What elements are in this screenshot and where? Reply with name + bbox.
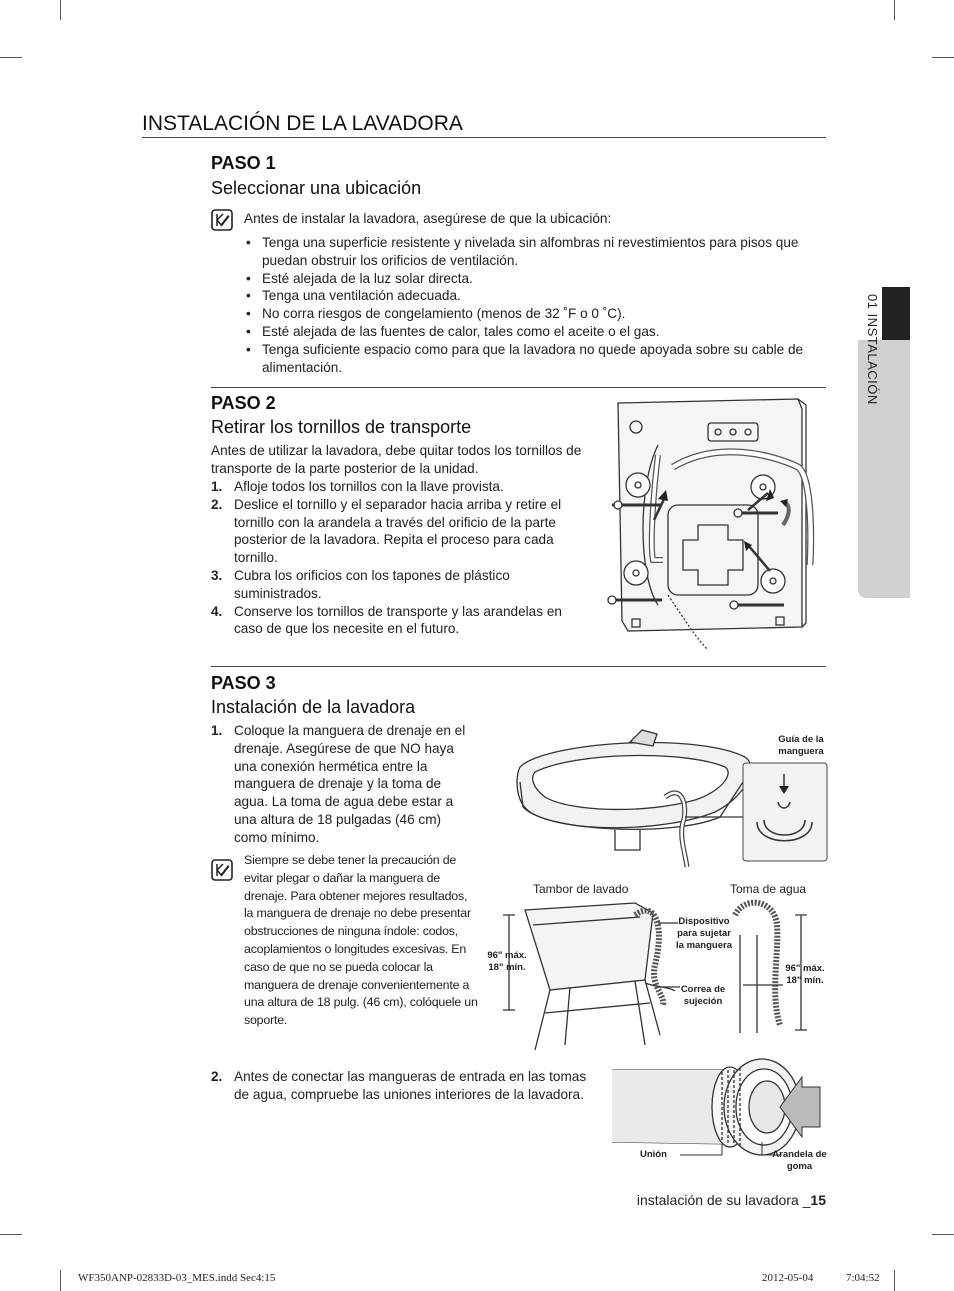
list-item: 2. Deslice el tornillo y el separador hacia arriba y retire el tornillo con la arandela a través del orificio de la parte posterior de la lavadora. Repita el proceso para cada tornillo. [211, 496, 562, 566]
crop-mark [932, 1234, 954, 1235]
label-union: Unión [640, 1149, 667, 1160]
step3-heading: PASO 3 [211, 673, 276, 693]
step2-list [211, 478, 586, 638]
step2-subheading: Retirar los tornillos de transporte [211, 417, 472, 437]
label-tub: Tambor de lavado [533, 882, 629, 896]
hose-guide-inset [742, 762, 828, 862]
list-item: • Esté alejada de las fuentes de calor, tales como el aceite o el gas. [244, 323, 834, 341]
hose-union-illustration [612, 1052, 822, 1157]
pencil-note-icon [211, 859, 233, 881]
step2-intro: Antes de utilizar la lavadora, debe quitar todos los tornillos de transporte de la parte posterior de la unidad. [211, 443, 582, 476]
crop-mark [932, 57, 954, 58]
side-tab-marker [882, 287, 910, 340]
list-item: 4. Conserve los tornillos de transporte y las arandelas en caso de que los necesite en el futuro. [211, 603, 562, 637]
tub-standpipe-illustration [495, 895, 825, 1055]
pencil-note-icon [211, 209, 233, 231]
list-item: 1. Coloque la manguera de drenaje en el drenaje. Asegúrese de que NO haya una conexión hermética entre la manguera de drenaje y la toma de agua. La toma de agua debe estar a una altura de 18 pulgadas (46 cm) como mínimo. [211, 723, 466, 845]
list-item: • Tenga una superficie resistente y nivelada sin alfombras ni revestimientos para pisos que puedan obstruir los orificios de ventilación. [244, 234, 834, 270]
list-item: • Tenga suficiente espacio como para que la lavadora no quede apoyada sobre su cable de alimentación. [244, 341, 834, 377]
page-title: INSTALACIÓN DE LA LAVADORA [142, 112, 463, 135]
washer-rear-illustration [598, 395, 830, 660]
label-hose-guide: Guía de la manguera [778, 734, 824, 757]
note-icon [211, 209, 233, 236]
list-item: • No corra riesgos de congelamiento (menos de 32 ˚F o 0 ˚C). [244, 305, 834, 323]
slug-file: WF350ANP-02833D-03_MES.indd Sec4:15 [78, 1272, 276, 1284]
slug-date: 2012-05-04 [762, 1272, 814, 1284]
crop-mark [894, 0, 895, 20]
label-height-right: 96" máx. 18" mín. [785, 963, 825, 986]
slug-time: 7:04:52 [846, 1272, 880, 1284]
label-tie-strap: Correa de sujeción [680, 984, 726, 1007]
list-item: 2. Antes de conectar las mangueras de entrada en las tomas de agua, compruebe las uniones interiores de la lavadora. [211, 1069, 587, 1102]
crop-mark [60, 1270, 61, 1291]
label-height-left: 96" máx. 18" mín. [487, 950, 527, 973]
section-divider [211, 666, 826, 667]
step1-heading: PASO 1 [211, 153, 276, 173]
list-item: 1. Afloje todos los tornillos con la llave provista. [211, 479, 504, 494]
label-water-outlet: Toma de agua [730, 882, 807, 896]
list-item: 3. Cubra los orificios con los tapones de plástico suministrados. [211, 567, 510, 601]
footer-section: instalación de su lavadora _ [636, 1192, 811, 1208]
title-rule [142, 137, 826, 138]
crop-mark [894, 1270, 895, 1291]
side-tab-label: 01 INSTALACIÓN [865, 294, 880, 405]
step3-list-1 [211, 722, 469, 847]
step1-subheading: Seleccionar una ubicación [211, 178, 422, 198]
label-rubber-washer: Arandela de goma [772, 1149, 827, 1172]
list-item: • Tenga una ventilación adecuada. [244, 287, 834, 305]
section-divider [211, 387, 826, 388]
step1-note-intro: Antes de instalar la lavadora, asegúrese de que la ubicación: [244, 211, 612, 226]
list-item: • Esté alejada de la luz solar directa. [244, 270, 834, 288]
note-icon [211, 859, 233, 886]
sink-illustration [515, 722, 765, 870]
crop-mark [0, 57, 22, 58]
crop-mark [60, 0, 61, 20]
step3-list-2 [211, 1068, 593, 1104]
step2-heading: PASO 2 [211, 393, 276, 413]
step3-note: Siempre se debe tener la precaución de evitar plegar o dañar la manguera de drenaje. Para obtener mejores resultados, la manguera de drenaje no debe presentar obstrucciones de ninguna índole: codos, acoplamientos o longitudes excesivas. En caso de que no se pueda colocar la manguera de drenaje convenientemente a una altura de 18 pulg. (46 cm), colóquele un soporte. [244, 853, 478, 1028]
page-number: 15 [810, 1192, 826, 1208]
step3-subheading: Instalación de la lavadora [211, 697, 416, 717]
page-footer [637, 1192, 826, 1208]
crop-mark [0, 1234, 22, 1235]
label-hose-holder: Dispositivo para sujetar la manguera [676, 916, 732, 951]
step1-bullet-list [244, 234, 834, 376]
